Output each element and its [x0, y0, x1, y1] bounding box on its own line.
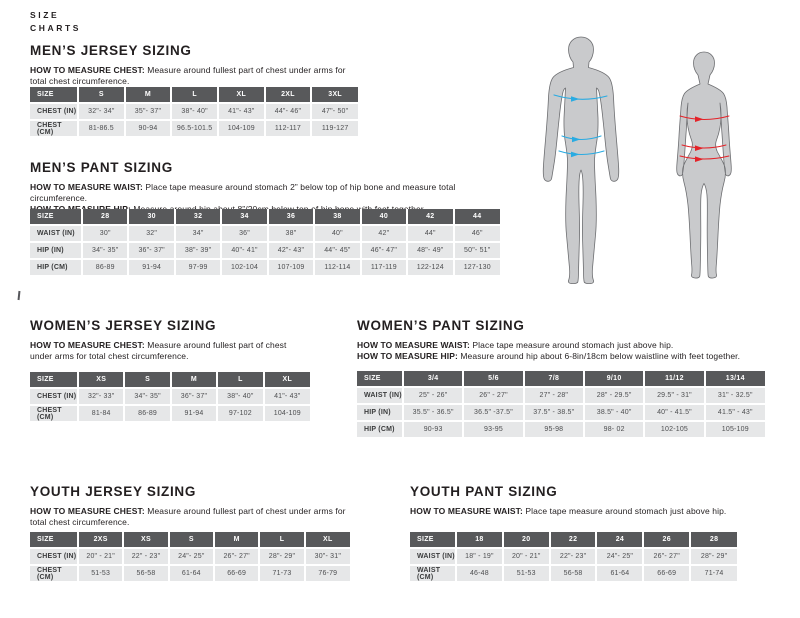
page-title-line1: SIZE	[30, 10, 60, 20]
size-column-header: 24	[596, 532, 643, 548]
row-label: CHEST (IN)	[30, 103, 78, 120]
row-label: WAIST (IN)	[410, 548, 456, 565]
table-row	[30, 242, 500, 259]
table-cell: 90-94	[125, 120, 172, 136]
howto-label: HOW TO MEASURE WAIST:	[410, 505, 526, 516]
howto-text: Place tape measure around stomach just above hip.	[525, 505, 727, 516]
size-column-header: S	[78, 87, 125, 103]
table-cell: 35.5" - 36.5"	[403, 404, 463, 421]
row-label: HIP (IN)	[30, 242, 82, 259]
male-silhouette-figure	[541, 36, 621, 284]
table-cell: 30"- 31"	[305, 548, 350, 565]
female-silhouette-figure	[669, 50, 739, 279]
howto-instructions	[30, 340, 310, 362]
table-cell: 32"- 34"	[78, 103, 125, 120]
table-cell: 44"- 45"	[314, 242, 360, 259]
table-cell: 97-102	[217, 405, 263, 421]
table-cell: 102-105	[644, 421, 704, 437]
table-cell: 20" - 21"	[503, 548, 550, 565]
table-cell: 117-119	[361, 259, 407, 275]
womens-jersey-size-table	[30, 372, 310, 421]
size-column-header: XS	[78, 372, 124, 388]
size-column-header: S	[124, 372, 170, 388]
table-cell: 35"- 37"	[125, 103, 172, 120]
table-cell: 81-84	[78, 405, 124, 421]
table-cell: 47"- 50"	[311, 103, 358, 120]
table-cell: 71-73	[259, 565, 304, 581]
table-cell: 95-98	[524, 421, 584, 437]
table-cell: 48"- 49"	[407, 242, 453, 259]
size-label-header: SIZE	[30, 372, 78, 388]
table-cell: 112-117	[265, 120, 312, 136]
section-title: WOMEN’S JERSEY SIZING	[30, 318, 217, 333]
table-cell: 22"- 23"	[550, 548, 597, 565]
scan-artifact-mark	[18, 291, 21, 300]
table-cell: 34"- 35"	[124, 388, 170, 405]
table-cell: 28" - 29.5"	[584, 387, 644, 404]
table-row	[357, 421, 765, 437]
table-header-row	[30, 372, 310, 388]
table-cell: 26" - 27"	[463, 387, 523, 404]
section-womens-pant-sizing	[357, 319, 765, 443]
section-youth-pant-sizing	[410, 485, 737, 587]
table-cell: 25" - 26"	[403, 387, 463, 404]
howto-line	[357, 340, 765, 351]
table-cell: 37.5" - 38.5"	[524, 404, 584, 421]
row-label: WAIST (CM)	[410, 565, 456, 581]
table-cell: 36.5" -37.5"	[463, 404, 523, 421]
row-label: CHEST (CM)	[30, 120, 78, 136]
table-cell: 40" - 41.5"	[644, 404, 704, 421]
size-column-header: 40	[361, 209, 407, 225]
size-label-header: SIZE	[410, 532, 456, 548]
size-column-header: 42	[407, 209, 453, 225]
table-row	[410, 565, 737, 581]
table-cell: 104-109	[218, 120, 265, 136]
womens-pant-size-table	[357, 371, 765, 437]
table-cell: 42"	[361, 225, 407, 242]
table-cell: 61-64	[596, 565, 643, 581]
size-label-header: SIZE	[30, 87, 78, 103]
table-cell: 44"	[407, 225, 453, 242]
table-cell: 122-124	[407, 259, 453, 275]
youth-pant-size-table	[410, 532, 737, 581]
table-row	[30, 259, 500, 275]
table-cell: 96.5-101.5	[171, 120, 218, 136]
size-label-header: SIZE	[30, 532, 78, 548]
table-cell: 86-89	[82, 259, 128, 275]
table-row	[357, 404, 765, 421]
section-mens-pant-sizing	[30, 161, 500, 281]
howto-line	[357, 351, 765, 362]
size-column-header: 28	[690, 532, 737, 548]
table-cell: 31" - 32.5"	[705, 387, 765, 404]
table-row	[30, 548, 350, 565]
size-label-header: SIZE	[30, 209, 82, 225]
youth-jersey-size-table	[30, 532, 350, 581]
table-cell: 40"- 41"	[221, 242, 267, 259]
howto-label: HOW TO MEASURE CHEST:	[30, 339, 148, 350]
table-cell: 50"- 51"	[454, 242, 501, 259]
table-row	[30, 120, 358, 136]
howto-instructions	[30, 506, 350, 528]
table-cell: 46-48	[456, 565, 503, 581]
size-column-header: XS	[123, 532, 168, 548]
size-column-header: 20	[503, 532, 550, 548]
table-cell: 66-69	[643, 565, 690, 581]
size-column-header: 2XL	[265, 87, 312, 103]
row-label: WAIST (IN)	[30, 225, 82, 242]
section-title: WOMEN’S PANT SIZING	[357, 318, 525, 333]
page-title	[30, 9, 81, 35]
size-column-header: 22	[550, 532, 597, 548]
table-cell: 27" - 28"	[524, 387, 584, 404]
table-cell: 24"- 25"	[169, 548, 214, 565]
size-column-header: 18	[456, 532, 503, 548]
howto-label: HOW TO MEASURE HIP:	[357, 350, 461, 361]
table-cell: 18" - 19"	[456, 548, 503, 565]
size-column-header: 7/8	[524, 371, 584, 387]
size-column-header: L	[171, 87, 218, 103]
howto-text: Place tape measure around stomach 2” below top of hip bone and measure total circumference.	[30, 181, 456, 203]
section-title: MEN’S PANT SIZING	[30, 160, 173, 175]
size-column-header: 28	[82, 209, 128, 225]
row-label: CHEST (IN)	[30, 388, 78, 405]
table-cell: 104-109	[264, 405, 310, 421]
size-column-header: 5/6	[463, 371, 523, 387]
howto-text: Measure around hip about 6-8in/18cm below waistline with feet together.	[460, 350, 741, 361]
row-label: CHEST (CM)	[30, 565, 78, 581]
howto-label: HOW TO MEASURE CHEST:	[30, 505, 148, 516]
howto-line	[30, 340, 310, 362]
table-cell: 28"- 29"	[259, 548, 304, 565]
table-cell: 119-127	[311, 120, 358, 136]
size-column-header: 13/14	[705, 371, 765, 387]
table-cell: 51-53	[503, 565, 550, 581]
howto-instructions	[357, 340, 765, 362]
table-cell: 76-79	[305, 565, 350, 581]
table-cell: 90-93	[403, 421, 463, 437]
table-cell: 105-109	[705, 421, 765, 437]
howto-line	[30, 65, 358, 87]
size-column-header: XL	[305, 532, 350, 548]
row-label: HIP (CM)	[30, 259, 82, 275]
table-cell: 36"- 37"	[171, 388, 217, 405]
row-label: HIP (IN)	[357, 404, 403, 421]
size-column-header: M	[214, 532, 259, 548]
howto-line	[410, 506, 737, 517]
size-label-header: SIZE	[357, 371, 403, 387]
table-row	[410, 548, 737, 565]
size-column-header: L	[259, 532, 304, 548]
table-cell: 30"	[82, 225, 128, 242]
table-cell: 86-89	[124, 405, 170, 421]
table-cell: 51-53	[78, 565, 123, 581]
table-cell: 34"- 35"	[82, 242, 128, 259]
table-cell: 22" - 23"	[123, 548, 168, 565]
table-cell: 71-74	[690, 565, 737, 581]
size-column-header: 44	[454, 209, 501, 225]
howto-label: HOW TO MEASURE WAIST:	[357, 339, 473, 350]
table-cell: 91-94	[128, 259, 174, 275]
table-cell: 20" - 21"	[78, 548, 123, 565]
howto-line	[30, 182, 500, 204]
table-cell: 26"- 27"	[643, 548, 690, 565]
table-cell: 40"	[314, 225, 360, 242]
size-column-header: S	[169, 532, 214, 548]
howto-label: HOW TO MEASURE CHEST:	[30, 64, 148, 75]
size-column-header: 9/10	[584, 371, 644, 387]
table-cell: 66-69	[214, 565, 259, 581]
row-label: HIP (CM)	[357, 421, 403, 437]
howto-label: HOW TO MEASURE WAIST:	[30, 181, 146, 192]
female-body-outline	[677, 52, 732, 278]
row-label: CHEST (CM)	[30, 405, 78, 421]
table-cell: 26"- 27"	[214, 548, 259, 565]
table-row	[30, 103, 358, 120]
table-cell: 44"- 46"	[265, 103, 312, 120]
size-column-header: XL	[218, 87, 265, 103]
table-cell: 81-86.5	[78, 120, 125, 136]
table-cell: 29.5" - 31"	[644, 387, 704, 404]
size-column-header: L	[217, 372, 263, 388]
table-cell: 112-114	[314, 259, 360, 275]
table-cell: 38"	[268, 225, 314, 242]
table-cell: 107-109	[268, 259, 314, 275]
size-column-header: 38	[314, 209, 360, 225]
howto-text: Measure around fullest part of chest under arms for total chest circumference.	[30, 339, 287, 361]
table-cell: 38"- 40"	[217, 388, 263, 405]
mens-jersey-size-table	[30, 87, 358, 136]
table-cell: 41"- 43"	[264, 388, 310, 405]
table-cell: 42"- 43"	[268, 242, 314, 259]
howto-text: Measure around fullest part of chest under arms for total chest circumference.	[30, 505, 346, 527]
table-cell: 28"- 29"	[690, 548, 737, 565]
table-header-row	[357, 371, 765, 387]
size-column-header: 32	[175, 209, 221, 225]
howto-text: Measure around fullest part of chest under arms for total chest circumference.	[30, 64, 346, 86]
section-youth-jersey-sizing	[30, 485, 350, 587]
table-cell: 56-58	[123, 565, 168, 581]
size-column-header: 2XS	[78, 532, 123, 548]
table-cell: 34"	[175, 225, 221, 242]
howto-text: Place tape measure around stomach just above hip.	[472, 339, 674, 350]
table-cell: 32"	[128, 225, 174, 242]
size-column-header: 11/12	[644, 371, 704, 387]
table-row	[30, 565, 350, 581]
table-cell: 41"- 43"	[218, 103, 265, 120]
mens-pant-size-table	[30, 209, 500, 275]
table-row	[30, 388, 310, 405]
table-cell: 41.5" - 43"	[705, 404, 765, 421]
size-column-header: 3/4	[403, 371, 463, 387]
howto-instructions	[30, 65, 358, 87]
size-column-header: XL	[264, 372, 310, 388]
table-cell: 93-95	[463, 421, 523, 437]
howto-instructions	[410, 506, 737, 517]
table-cell: 36"	[221, 225, 267, 242]
section-womens-jersey-sizing	[30, 319, 310, 427]
table-header-row	[30, 87, 358, 103]
size-column-header: 36	[268, 209, 314, 225]
table-cell: 46"- 47"	[361, 242, 407, 259]
table-row	[357, 387, 765, 404]
table-cell: 127-130	[454, 259, 501, 275]
table-row	[30, 225, 500, 242]
size-column-header: M	[171, 372, 217, 388]
row-label: CHEST (IN)	[30, 548, 78, 565]
table-cell: 24"- 25"	[596, 548, 643, 565]
section-title: YOUTH PANT SIZING	[410, 484, 558, 499]
table-row	[30, 405, 310, 421]
table-cell: 36"- 37"	[128, 242, 174, 259]
row-label: WAIST (IN)	[357, 387, 403, 404]
size-column-header: 3XL	[311, 87, 358, 103]
male-body-outline	[543, 37, 619, 284]
section-mens-jersey-sizing	[30, 44, 358, 144]
page-title-line2: CHARTS	[30, 22, 82, 33]
table-cell: 91-94	[171, 405, 217, 421]
section-title: MEN’S JERSEY SIZING	[30, 43, 192, 58]
table-cell: 56-58	[550, 565, 597, 581]
table-cell: 38.5" - 40"	[584, 404, 644, 421]
size-column-header: 26	[643, 532, 690, 548]
table-cell: 61-64	[169, 565, 214, 581]
table-cell: 97-99	[175, 259, 221, 275]
table-cell: 102-104	[221, 259, 267, 275]
table-cell: 38"- 40"	[171, 103, 218, 120]
size-column-header: M	[125, 87, 172, 103]
howto-line	[30, 506, 350, 528]
table-header-row	[30, 209, 500, 225]
size-column-header: 30	[128, 209, 174, 225]
table-header-row	[30, 532, 350, 548]
table-cell: 98- 02	[584, 421, 644, 437]
table-cell: 38"- 39"	[175, 242, 221, 259]
table-cell: 46"	[454, 225, 501, 242]
table-cell: 32"- 33"	[78, 388, 124, 405]
size-column-header: 34	[221, 209, 267, 225]
section-title: YOUTH JERSEY SIZING	[30, 484, 197, 499]
table-header-row	[410, 532, 737, 548]
